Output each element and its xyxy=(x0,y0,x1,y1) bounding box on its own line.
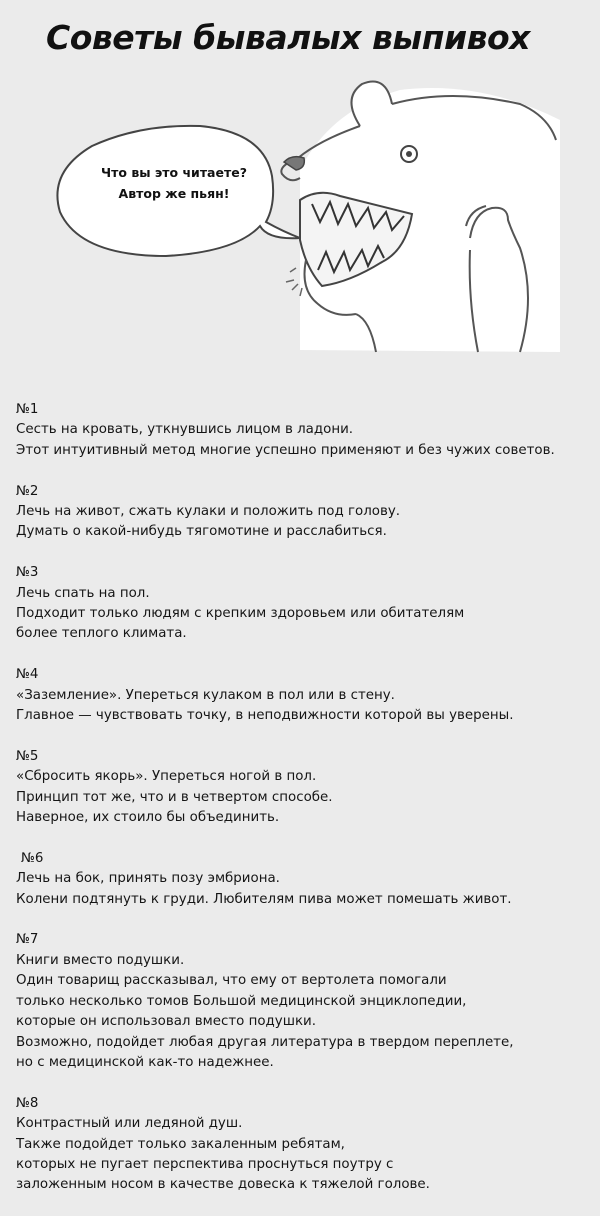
tip-item xyxy=(16,400,592,461)
tip-number: №6 xyxy=(21,850,44,866)
tip-number: №8 xyxy=(16,1095,39,1111)
tips-list xyxy=(16,400,592,1216)
tip-text-line: но с медицинской как-то надежнее. xyxy=(16,1054,274,1070)
tip-number: №2 xyxy=(16,483,39,499)
tip-text-line: только несколько томов Большой медицинской энциклопедии, xyxy=(16,993,467,1009)
speech-line-2: Автор же пьян! xyxy=(118,186,230,201)
tip-text-line: Наверное, их стоило бы объединить. xyxy=(16,810,280,826)
tip-text-line: Подходит только людям с крепким здоровьем или обитателям xyxy=(16,606,465,622)
speech-line-1: Что вы это читаете? xyxy=(101,165,247,180)
tip-item xyxy=(16,563,592,645)
tip-text-line: заложенным носом в качестве довеска к тяжелой голове. xyxy=(16,1177,430,1193)
tip-text-line: Главное — чувствовать точку, в неподвижности которой вы уверены. xyxy=(16,708,514,724)
tip-text-line: которые он использовал вместо подушки. xyxy=(16,1014,317,1030)
tip-item xyxy=(16,482,592,543)
tip-item xyxy=(16,1094,592,1196)
tip-text-line: Сесть на кровать, уткнувшись лицом в ладони. xyxy=(16,422,354,438)
tip-item xyxy=(16,930,592,1073)
tip-text-line: Принцип тот же, что и в четвертом способе. xyxy=(16,789,333,805)
tip-text-line: Колени подтянуть к груди. Любителям пива может помешать живот. xyxy=(16,891,512,907)
tip-text-line: более теплого климата. xyxy=(16,626,187,642)
tip-text-line: «Сбросить якорь». Упереться ногой в пол. xyxy=(16,769,317,785)
tip-text-line: Книги вместо подушки. xyxy=(16,952,185,968)
tip-text-line: Один товарищ рассказывал, что ему от вертолета помогали xyxy=(16,973,447,989)
tip-text-line: Также подойдет только закаленным ребятам, xyxy=(16,1136,345,1152)
tip-text-line: Лечь на живот, сжать кулаки и положить под голову. xyxy=(16,504,401,520)
bear-illustration xyxy=(0,70,600,370)
tip-number: №3 xyxy=(16,565,39,581)
tip-number: №7 xyxy=(16,932,39,948)
tip-number: №5 xyxy=(16,748,39,764)
tip-text-line: которых не пугает перспектива проснуться поутру с xyxy=(16,1156,394,1172)
page-title: Советы бывалых выпивох xyxy=(46,18,530,57)
tip-text-line: Лечь на бок, принять позу эмбриона. xyxy=(16,871,280,887)
tip-text-line: Возможно, подойдет любая другая литература в твердом переплете, xyxy=(16,1034,514,1050)
tip-text-line: Думать о какой-нибудь тягомотине и расслабиться. xyxy=(16,524,387,540)
tip-item xyxy=(16,665,592,726)
tip-text-line: Этот интуитивный метод многие успешно применяют и без чужих советов. xyxy=(16,442,555,458)
spray-marks xyxy=(286,268,302,296)
tip-text-line: Лечь спать на пол. xyxy=(16,585,150,601)
tip-item xyxy=(16,747,592,829)
tip-text-line: «Заземление». Упереться кулаком в пол или в стену. xyxy=(16,687,395,703)
speech-bubble-text xyxy=(84,162,264,204)
bear-nose xyxy=(284,157,304,170)
tip-text-line: Контрастный или ледяной душ. xyxy=(16,1116,243,1132)
tip-number: №4 xyxy=(16,667,39,683)
tip-item xyxy=(16,849,592,910)
tip-number: №1 xyxy=(16,402,39,417)
